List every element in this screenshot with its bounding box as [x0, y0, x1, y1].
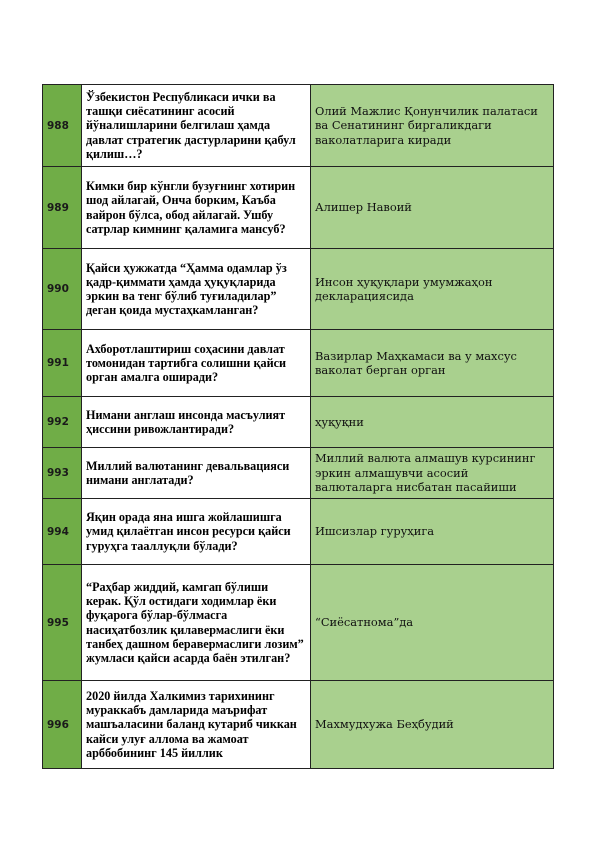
question-cell: Яқин орада яна ишга жойлашишга умид қилаётган инсон ресурси қайси гуруҳга тааллуқли бўлади? — [82, 499, 311, 565]
table-row — [43, 397, 554, 448]
table-row — [43, 330, 554, 397]
row-number: 988 — [43, 85, 82, 167]
question-cell: Қайси ҳужжатда “Ҳамма одамлар ўз қадр-қиммати ҳамда ҳуқуқларида эркин ва тенг бўлиб туғиладилар” деган қоида мустаҳкамланган? — [82, 249, 311, 330]
row-number: 993 — [43, 448, 82, 499]
answer-cell: Ишсизлар гуруҳига — [311, 499, 554, 565]
answer-cell: “Сиёсатнома”да — [311, 565, 554, 681]
row-number: 989 — [43, 167, 82, 249]
answer-cell: Миллий валюта алмашув курсининг эркин алмашувчи асосий валюталарга нисбатан пасайиши — [311, 448, 554, 499]
table-row — [43, 499, 554, 565]
questions-table — [42, 84, 554, 769]
question-cell: 2020 йилда Халкимиз тарихининг мураккабъ дамларида маърифат машъаласини баланд кутариб чиккан кайси улуғ аллома ва жамоат арббобининг 145 йиллик — [82, 681, 311, 769]
question-cell: “Раҳбар жиддий, камгап бўлиши керак. Қўл остидаги ходимлар ёки фуқарога бўлар-бўлмасга насиҳатбозлик қилавермаслиги ёки танбеҳ дашном беравермаслиги лозим” жумласи қайси асарда баён этилган? — [82, 565, 311, 681]
row-number: 992 — [43, 397, 82, 448]
question-cell: Нимани англаш инсонда масъулият ҳиссини ривожлантиради? — [82, 397, 311, 448]
table-row — [43, 565, 554, 681]
question-cell: Миллий валютанинг девальвацияси нимани англатади? — [82, 448, 311, 499]
table-row — [43, 249, 554, 330]
row-number: 994 — [43, 499, 82, 565]
row-number: 996 — [43, 681, 82, 769]
table-row — [43, 448, 554, 499]
answer-cell: Вазирлар Маҳкамаси ва у махсус ваколат берган орган — [311, 330, 554, 397]
question-cell: Ахборотлаштириш соҳасини давлат томонидан тартибга солишни қайси орган амалга оширади? — [82, 330, 311, 397]
table-row — [43, 681, 554, 769]
row-number: 995 — [43, 565, 82, 681]
table-row — [43, 85, 554, 167]
answer-cell: ҳуқуқни — [311, 397, 554, 448]
answer-cell: Алишер Навоий — [311, 167, 554, 249]
answer-cell: Инсон ҳуқуқлари умумжаҳон декларациясида — [311, 249, 554, 330]
question-cell: Кимки бир кўнгли бузуғнинг хотирин шод айлагай, Онча борким, Каъба вайрон бўлса, обод айлагай. Ушбу сатрлар кимнинг қаламига мансуб? — [82, 167, 311, 249]
question-cell: Ўзбекистон Республикаси ички ва ташқи сиёсатининг асосий йўналишларини белгилаш ҳамда давлат стратегик дастурларини қабул қилиш…? — [82, 85, 311, 167]
answer-cell: Олий Мажлис Қонунчилик палатаси ва Сенатининг биргаликдаги ваколатларига киради — [311, 85, 554, 167]
row-number: 991 — [43, 330, 82, 397]
answer-cell: Махмудхужа Беҳбудий — [311, 681, 554, 769]
row-number: 990 — [43, 249, 82, 330]
table-row — [43, 167, 554, 249]
